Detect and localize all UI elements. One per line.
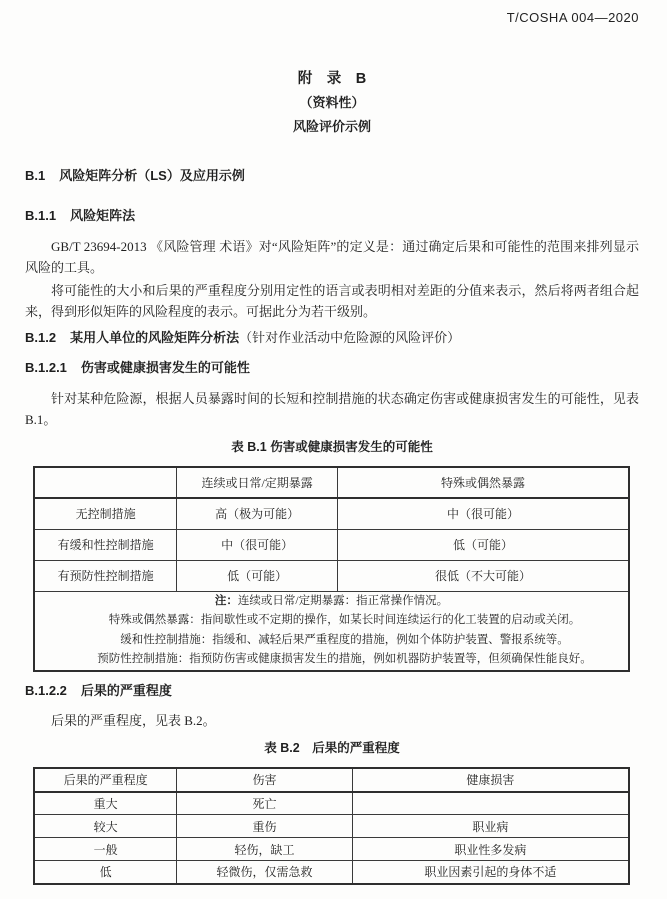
header-cell: 连续或日常/定期暴露 [177,467,338,498]
section-heading-b121 [25,358,639,378]
note-line: 缓和性控制措施：指缓和、减轻后果严重程度的措施，例如个体防护装置、警报系统等。 [120,633,569,646]
row-label: 有缓和性控制措施 [34,529,177,560]
table-note-row [34,591,629,671]
note-line [39,592,624,612]
cell: 中（很可能） [177,529,338,560]
table-row [34,838,629,861]
section-number: B.1.1 [25,208,57,223]
cell: 职业病 [352,815,629,838]
paragraph-definition: GB/T 23694-2013 《风险管理 术语》对“风险矩阵”的定义是：通过确定后果和可能性的范围来排列显示风险的工具。 [25,239,639,275]
appendix-subject: 风险评价示例 [292,119,371,134]
cell: 职业因素引起的身体不适 [352,861,629,884]
section-heading-b11 [25,206,639,226]
row-label: 重大 [34,792,177,815]
cell: 死亡 [177,792,353,815]
section-number: B.1.2 [25,330,57,345]
cell: 轻微伤，仅需急救 [177,861,353,884]
row-label: 低 [34,861,177,884]
section-title: 后果的严重程度 [80,682,172,698]
table-row [34,792,629,815]
row-label: 较大 [34,815,177,838]
section-title: 某用人单位的风险矩阵分析法 [70,330,240,345]
row-label: 无控制措施 [34,498,177,529]
table-row [34,815,629,838]
cell: 轻伤，缺工 [177,838,353,861]
note-text: 连续或日常/定期暴露：指正常操作情况。 [237,594,449,607]
table-row [34,560,629,591]
cell: 低（可能） [337,529,629,560]
header-cell: 特殊或偶然暴露 [337,467,629,498]
table-b1-header-row [34,467,629,498]
note-label: 注： [214,594,238,607]
cell [352,792,629,815]
cell: 低（可能） [177,560,338,591]
section-number: B.1.2.1 [25,360,67,375]
paragraph-severity: 后果的严重程度，见表 B.2。 [51,712,216,728]
doc-code: T/COSHA 004—2020 [506,10,639,25]
note-line: 预防性控制措施：指预防伤害或健康损害发生的措施，例如机器防护装置等，但须确保性能良好。 [97,653,592,665]
row-label: 一般 [34,838,177,861]
appendix-title: 附 录 B [297,71,367,87]
cell: 很低（不大可能） [337,560,629,591]
cell: 中（很可能） [337,498,629,529]
section-title: 伤害或健康损害发生的可能性 [80,360,250,375]
section-number: B.1 [25,168,46,183]
header-cell: 健康损害 [352,768,629,792]
appendix-type: （资料性） [299,95,365,110]
table-row [34,498,629,529]
table-b2-header-row [34,768,629,792]
section-heading-b12 [25,328,639,348]
section-title: 风险矩阵法 [70,208,136,223]
table-b1 [33,466,630,672]
header-cell: 后果的严重程度 [34,768,177,792]
table-b2-caption: 表 B.2 后果的严重程度 [264,740,400,755]
section-title: 风险矩阵分析（LS）及应用示例 [59,168,245,183]
paragraph-possibility: 针对某种危险源，根据人员暴露时间的长短和控制措施的状态确定伤害或健康损害发生的可能性，见表 B.1。 [25,391,639,427]
note-line: 特殊或偶然暴露：指间歇性或不定期的操作，如某长时间连续运行的化工装置的启动或关闭。 [108,614,581,626]
header-cell [34,467,177,498]
section-number: B.1.2.2 [25,682,67,698]
table-b1-notes [34,591,629,671]
header-cell: 伤害 [177,768,353,792]
paragraph-method: 将可能性的大小和后果的严重程度分别用定性的语言或表明相对差距的分值来表示，然后将两者组合起来，得到形似矩阵的风险程度的表示。可据此分为若干级别。 [25,283,639,319]
section-heading-b1 [25,166,639,186]
table-b1-caption: 表 B.1 伤害或健康损害发生的可能性 [231,440,433,454]
table-row [34,529,629,560]
table-b2 [33,767,630,885]
table-row [34,861,629,884]
cell: 职业性多发病 [352,838,629,861]
section-title-suffix: （针对作业活动中危险源的风险评价） [239,330,461,345]
cell: 高（极为可能） [177,498,338,529]
row-label: 有预防性控制措施 [34,560,177,591]
section-heading-b122 [25,681,639,701]
cell: 重伤 [177,815,353,838]
